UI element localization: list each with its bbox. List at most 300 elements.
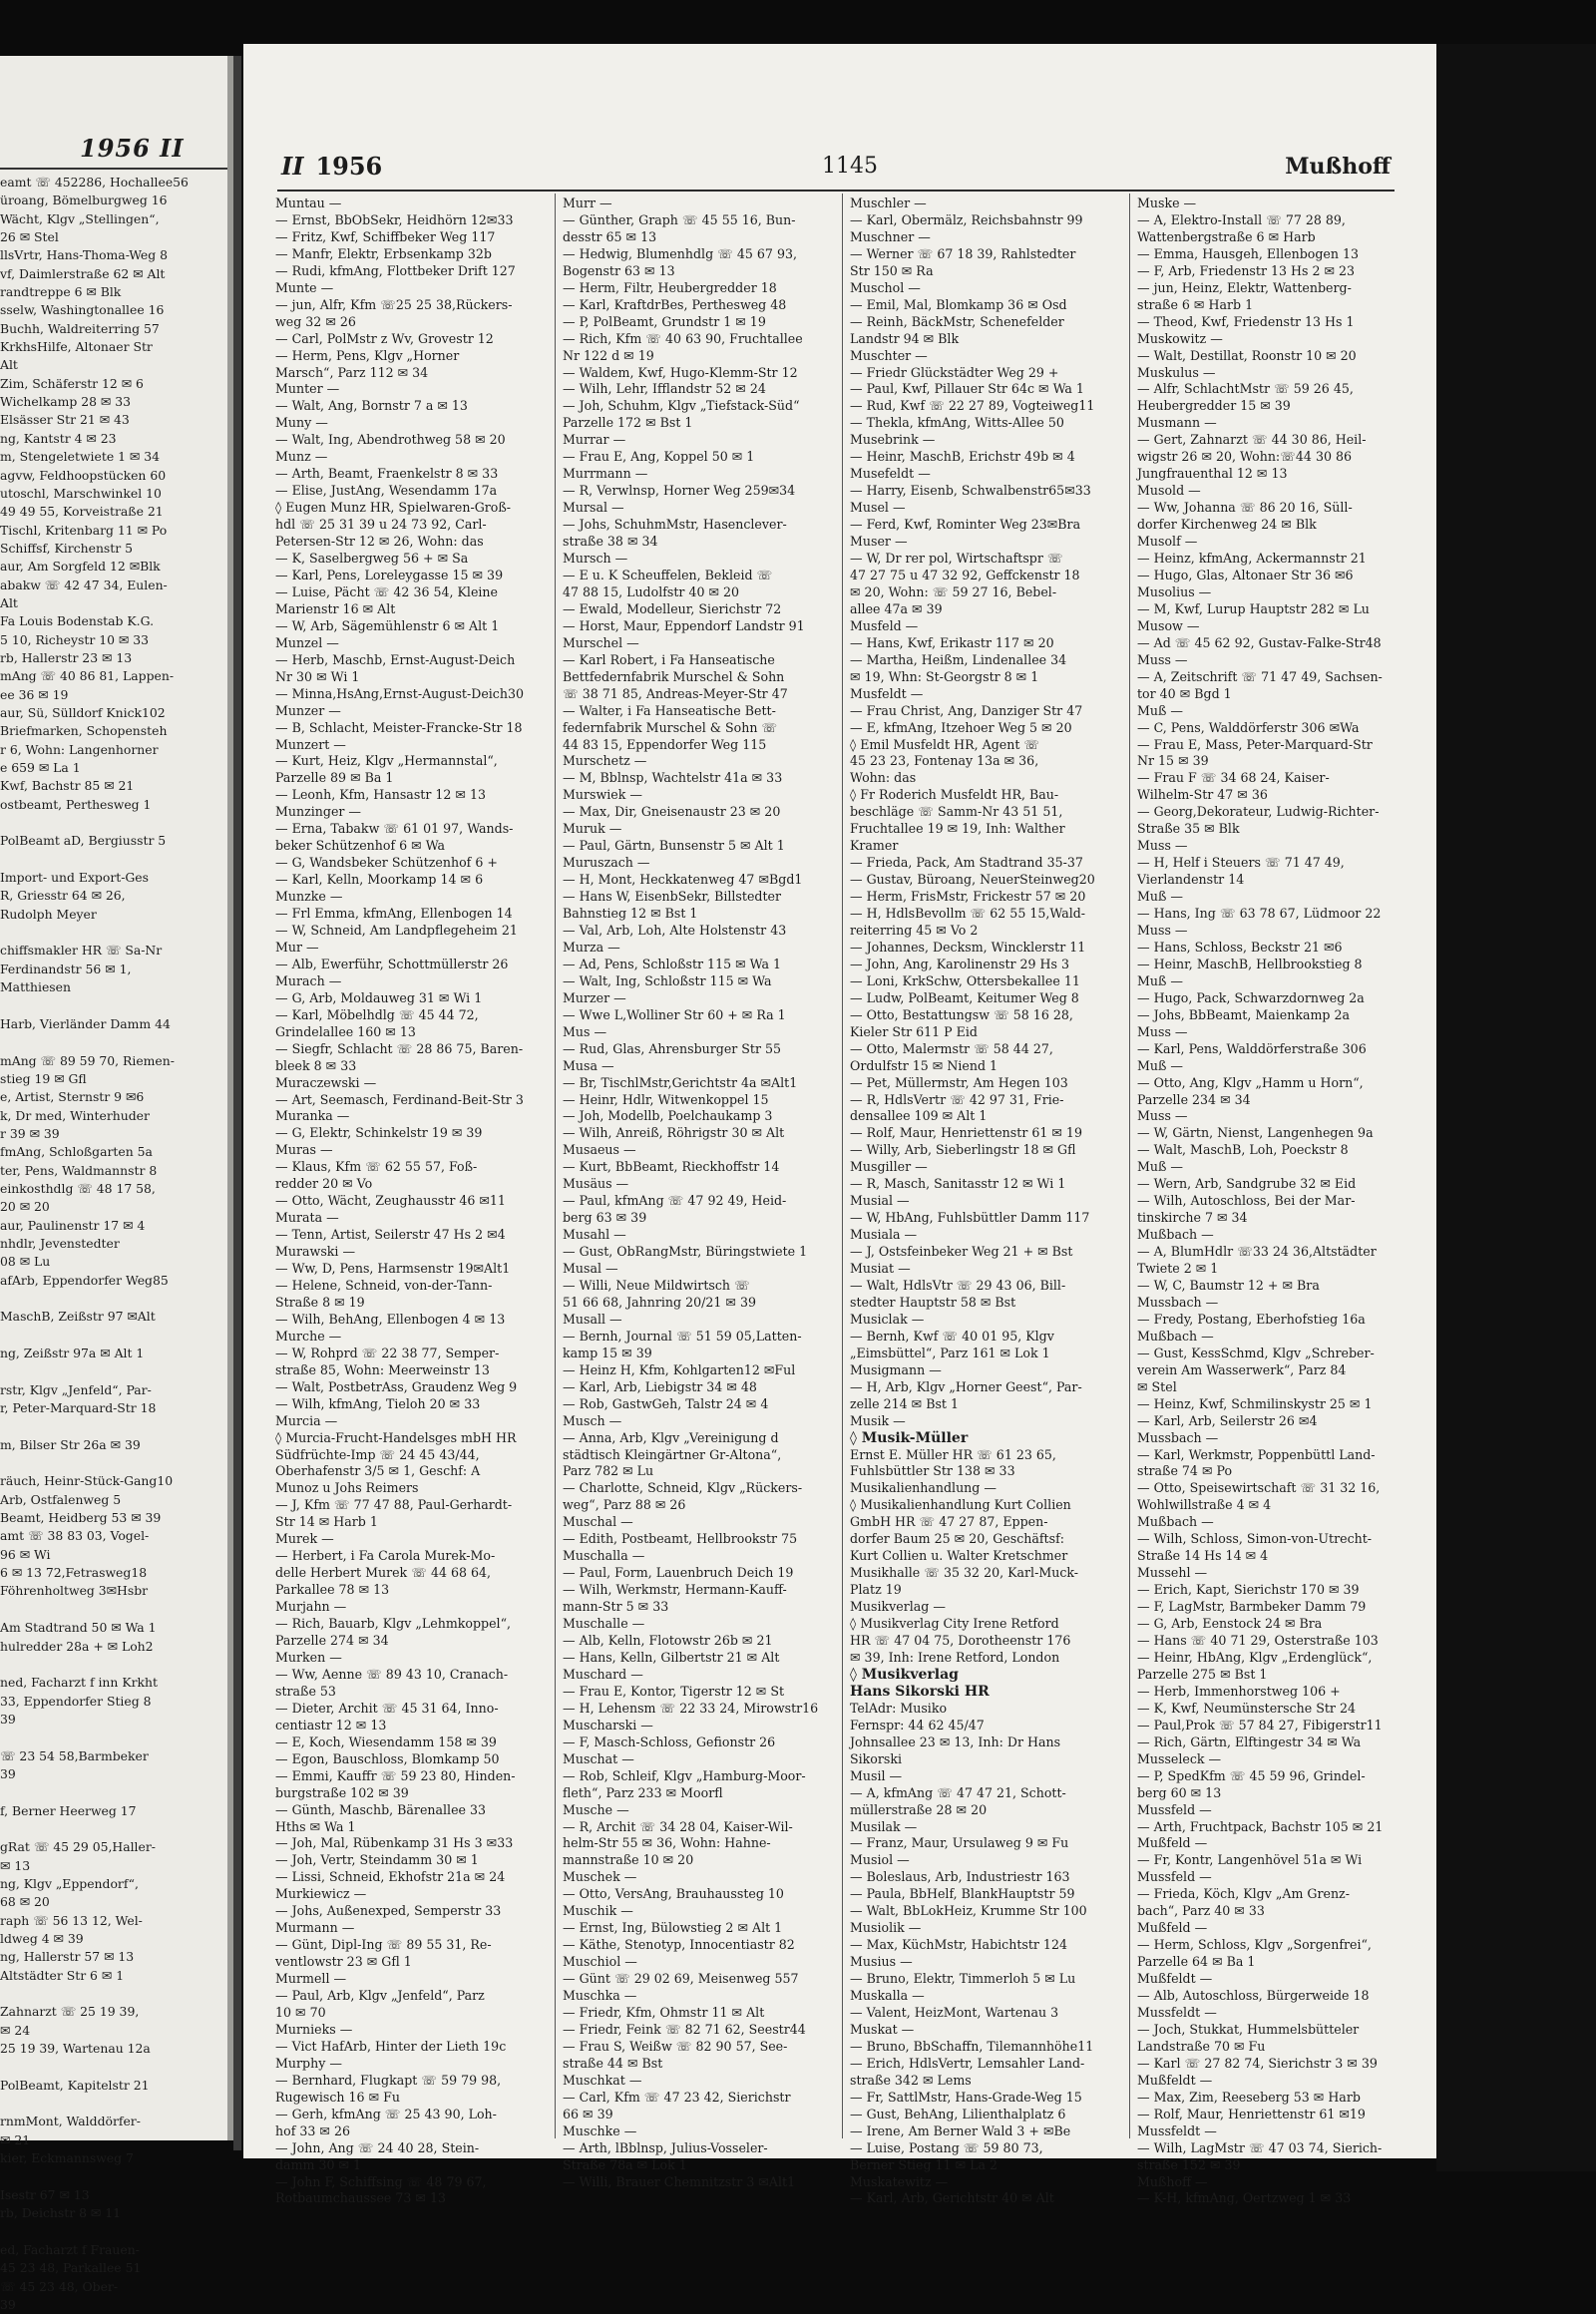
- directory-entry-line: — Karl Robert, i Fa Hanseatische: [563, 651, 775, 667]
- left-page-line: 5 10, Richeystr 10 ✉ 33: [0, 631, 150, 647]
- directory-entry-line: — Otto, Speisewirtschaft ☏ 31 32 16,: [1137, 1480, 1381, 1496]
- directory-entry-line: Musäus —: [563, 1176, 629, 1192]
- directory-entry-line: ◊ Murcia-Frucht-Handelsges mbH HR: [275, 1429, 517, 1445]
- directory-entry-line: — Herbert, i Fa Carola Murek-Mo-: [275, 1548, 496, 1564]
- directory-entry-line: — W, Rohprd ☏ 22 38 77, Semper-: [275, 1345, 500, 1360]
- directory-entry-line: — Käthe, Stenotyp, Innocentiastr 82: [563, 1937, 795, 1953]
- directory-entry-line: Musiol —: [850, 1852, 910, 1868]
- directory-entry-line: Mursal —: [563, 500, 624, 516]
- left-page-line: 6 ✉ 13 72,Fetrasweg18: [0, 1565, 148, 1581]
- directory-entry-line: — Günt ☏ 29 02 69, Meisenweg 557: [563, 1971, 799, 1987]
- directory-entry-line: — Herb, Immenhorstweg 106 +: [1137, 1683, 1341, 1699]
- directory-entry-line: — Tenn, Artist, Seilerstr 47 Hs 2 ✉4: [275, 1227, 506, 1243]
- directory-entry-line: Musahl —: [563, 1227, 626, 1243]
- directory-entry-line: Muntau —: [275, 195, 342, 210]
- directory-entry-line: — Bernhard, Flugkapt ☏ 59 79 98,: [275, 2072, 502, 2088]
- directory-entry-line: Murek —: [275, 1531, 334, 1547]
- directory-entry-line: Muras —: [275, 1142, 333, 1158]
- directory-entry-line: — Karl ☏ 27 82 74, Sierichstr 3 ✉ 39: [1137, 2055, 1378, 2071]
- directory-entry-line: ◊ Musik-Müller: [850, 1429, 969, 1446]
- directory-entry-line: — Walt, Ang, Bornstr 7 a ✉ 13: [275, 398, 468, 414]
- left-page-line: Föhrenholtweg 3✉Hsbr: [0, 1583, 149, 1599]
- left-page-line: amt ☏ 38 83 03, Vogel-: [0, 1528, 150, 1544]
- left-page-line: Altstädter Str 6 ✉ 1: [0, 1967, 125, 1983]
- directory-entry-line: Munoz u Johs Reimers: [275, 1480, 419, 1496]
- directory-entry-line: — Frau F ☏ 34 68 24, Kaiser-: [1137, 770, 1330, 786]
- directory-entry-line: Murr —: [563, 195, 612, 210]
- directory-entry-line: — Klaus, Kfm ☏ 62 55 57, Foß-: [275, 1159, 478, 1175]
- directory-entry-line: Munte —: [275, 279, 334, 295]
- directory-entry-line: Muschler —: [850, 195, 927, 210]
- header-numeral: II: [281, 152, 304, 181]
- directory-entry-line: — K-H, kfmAng, Oertzweg 1 ✉ 33: [1137, 2190, 1352, 2206]
- directory-entry-line: straße 342 ✉ Lems: [850, 2072, 972, 2088]
- left-page-line: [0, 1417, 219, 1435]
- directory-entry-line: — Otto, Bestattungsw ☏ 58 16 28,: [850, 1006, 1073, 1022]
- directory-entry-line: — Hans, Ing ☏ 63 78 67, Lüdmoor 22: [1137, 906, 1382, 922]
- directory-entry-line: — Emma, Hausgeh, Ellenbogen 13: [1137, 245, 1359, 261]
- left-page-line: [0, 1454, 219, 1472]
- directory-entry-line: Muskowitz —: [1137, 330, 1223, 346]
- directory-entry-line: Straße 8 ✉ 19: [275, 1294, 365, 1310]
- left-page-line: MaschB, Zeißstr 97 ✉Alt: [0, 1309, 156, 1325]
- directory-entry-line: Bogenstr 63 ✉ 13: [563, 262, 675, 278]
- left-page-line: [0, 1729, 219, 1746]
- directory-entry-line: Marienstr 16 ✉ Alt: [275, 600, 396, 616]
- directory-entry-line: ◊ Musikverlag City Irene Retford: [850, 1616, 1059, 1632]
- directory-entry-line: Munzinger —: [275, 804, 362, 820]
- directory-entry-line: densallee 109 ✉ Alt 1: [850, 1108, 988, 1124]
- directory-entry-line: Musik —: [850, 1412, 906, 1428]
- directory-entry-line: — Walt, Destillat, Roonstr 10 ✉ 20: [1137, 347, 1357, 363]
- directory-entry-line: — jun, Alfr, Kfm ☏25 25 38,Rückers-: [275, 296, 513, 312]
- left-page-line: ✉ 13: [0, 1857, 31, 1873]
- directory-entry-line: — W, Arb, Sägemühlenstr 6 ✉ Alt 1: [275, 617, 500, 633]
- left-page-line: Elsässer Str 21 ✉ 43: [0, 412, 130, 428]
- directory-entry-line: Mussfeld —: [1137, 1869, 1212, 1885]
- directory-entry-line: Südfrüchte-Imp ☏ 24 45 43/44,: [275, 1446, 480, 1462]
- left-page-line: [0, 814, 219, 832]
- directory-entry-line: Muß —: [1137, 1159, 1184, 1175]
- directory-entry-line: — Wern, Arb, Sandgrube 32 ✉ Eid: [1137, 1176, 1357, 1192]
- directory-entry-line: — Karl, Arb, Seilerstr 26 ✉4: [1137, 1412, 1318, 1428]
- directory-entry-line: — Otto, Ang, Klgv „Hamm u Horn“,: [1137, 1074, 1364, 1090]
- directory-entry-line: beschläge ☏ Samm-Nr 43 51 51,: [850, 804, 1063, 820]
- directory-entry-line: — Heinr, Hdlr, Witwenkoppel 15: [563, 1091, 769, 1107]
- left-page-line: kier, Eckmannsweg 7: [0, 2150, 134, 2166]
- left-page-line: ee 36 ✉ 19: [0, 686, 69, 702]
- directory-column-2: [563, 195, 836, 2189]
- directory-entry-line: ✉ 39, Inh: Irene Retford, London: [850, 1649, 1060, 1665]
- directory-entry-line: Vierlandenstr 14: [1137, 872, 1245, 888]
- directory-entry-line: Fruchtallee 19 ✉ 19, Inh: Walther: [850, 821, 1065, 837]
- directory-entry-line: Wohn: das: [850, 770, 917, 786]
- left-page-line: [0, 1327, 219, 1345]
- directory-entry-line: — Herm, Schloss, Klgv „Sorgenfrei“,: [1137, 1937, 1372, 1953]
- directory-entry-line: ◊ Musikverlag: [850, 1666, 959, 1683]
- directory-entry-line: — Alb, Ewerführ, Schottmüllerstr 26: [275, 956, 509, 971]
- directory-entry-line: straße 85, Wohn: Meerweinstr 13: [275, 1361, 490, 1377]
- directory-entry-line: ✉ Stel: [1137, 1378, 1177, 1394]
- directory-entry-line: — Frau E, Kontor, Tigerstr 12 ✉ St: [563, 1683, 785, 1699]
- directory-entry-line: — Willi, Brauer Chemnitzstr 3 ✉Alt1: [563, 2173, 796, 2189]
- header-rule: [277, 190, 1395, 192]
- directory-entry-line: centiastr 12 ✉ 13: [275, 1717, 387, 1733]
- left-page-line: [0, 2223, 219, 2241]
- left-page-line: aur, Sü, Sülldorf Knick102: [0, 704, 166, 720]
- directory-entry-line: Musfeld —: [850, 617, 919, 633]
- directory-entry-line: — H, Lehensm ☏ 22 33 24, Mirowstr16: [563, 1700, 819, 1716]
- directory-entry-line: Mußfeld —: [1137, 1920, 1208, 1936]
- directory-entry-line: — Karl, Arb, Liebigstr 34 ✉ 48: [563, 1378, 757, 1394]
- directory-entry-line: — Hugo, Glas, Altonaer Str 36 ✉6: [1137, 567, 1354, 582]
- left-page-line: ☏ 45 23 48, Ober-: [0, 2278, 119, 2294]
- directory-entry-line: — Thekla, kfmAng, Witts-Allee 50: [850, 415, 1064, 431]
- directory-entry-line: — Karl, Kelln, Moorkamp 14 ✉ 6: [275, 872, 484, 888]
- directory-entry-line: — Joh, Mal, Rübenkamp 31 Hs 3 ✉33: [275, 1835, 514, 1851]
- left-page-line: 39: [0, 1711, 16, 1727]
- directory-entry-line: Murata —: [275, 1210, 339, 1226]
- directory-entry-line: — Rich, Gärtn, Elftingestr 34 ✉ Wa: [1137, 1734, 1362, 1749]
- directory-entry-line: — Wilh, BehAng, Ellenbogen 4 ✉ 13: [275, 1311, 506, 1327]
- directory-entry-line: — E u. K Scheuffelen, Bekleid ☏: [563, 567, 773, 582]
- left-page-line: Zahnarzt ☏ 25 19 39,: [0, 2004, 140, 2020]
- directory-entry-line: Muny —: [275, 415, 328, 431]
- directory-entry-line: Murmell —: [275, 1971, 347, 1987]
- directory-entry-line: Wilhelm-Str 47 ✉ 36: [1137, 787, 1268, 803]
- directory-entry-line: Munzel —: [275, 634, 339, 650]
- directory-column-3: [850, 195, 1123, 2206]
- directory-entry-line: — Wilh, Werkmstr, Hermann-Kauff-: [563, 1582, 787, 1598]
- directory-entry-line: 45 23 23, Fontenay 13a ✉ 36,: [850, 753, 1039, 769]
- directory-entry-line: — Wilh, LagMstr ☏ 47 03 74, Sierich-: [1137, 2139, 1383, 2155]
- directory-entry-line: — W, C, Baumstr 12 + ✉ Bra: [1137, 1278, 1320, 1293]
- directory-entry-line: — Charlotte, Schneid, Klgv „Rückers-: [563, 1480, 803, 1496]
- directory-entry-line: desstr 65 ✉ 13: [563, 228, 657, 244]
- directory-entry-line: Muß —: [1137, 972, 1184, 988]
- directory-entry-line: — Johannes, Decksm, Wincklerstr 11: [850, 939, 1086, 955]
- directory-entry-line: Parkallee 78 ✉ 13: [275, 1582, 390, 1598]
- directory-entry-line: Muschal —: [563, 1514, 633, 1530]
- directory-entry-line: — Br, TischlMstr,Gerichtstr 4a ✉Alt1: [563, 1074, 798, 1090]
- directory-entry-line: — Heinz H, Kfm, Kohlgarten12 ✉Ful: [563, 1361, 796, 1377]
- directory-entry-line: — Karl, Pens, Loreleygasse 15 ✉ 39: [275, 567, 504, 582]
- directory-entry-line: — Ernst, BbObSekr, Heidhörn 12✉33: [275, 211, 514, 227]
- directory-entry-line: Murche —: [275, 1328, 342, 1344]
- directory-entry-line: — Frau E, Mass, Peter-Marquard-Str: [1137, 736, 1373, 752]
- directory-entry-line: Hans Sikorski HR: [850, 1683, 990, 1700]
- directory-entry-line: — Friedr Glückstädter Weg 29 +: [850, 364, 1059, 380]
- left-page-line: [0, 1362, 219, 1380]
- left-page-line: nhdlr, Jevenstedter: [0, 1235, 120, 1251]
- directory-entry-line: federnfabrik Murschel & Sohn ☏: [563, 719, 778, 735]
- directory-entry-line: Murza —: [563, 939, 620, 955]
- directory-entry-line: — Kurt, Heiz, Klgv „Hermannstal“,: [275, 753, 498, 769]
- left-page-lines: [0, 174, 219, 2314]
- directory-entry-line: fleth“, Parz 233 ✉ Moorfl: [563, 1784, 723, 1800]
- left-page-line: ng, Kantstr 4 ✉ 23: [0, 430, 117, 446]
- directory-entry-line: straße 38 ✉ 34: [563, 534, 658, 550]
- directory-entry-line: Murswiek —: [563, 787, 642, 803]
- directory-entry-line: Murphy —: [275, 2055, 342, 2071]
- directory-entry-line: — Fr, SattlMstr, Hans-Grade-Weg 15: [850, 2089, 1082, 2105]
- running-head: Mußhoff: [1285, 154, 1391, 180]
- directory-entry-line: — E, kfmAng, Itzehoer Weg 5 ✉ 20: [850, 719, 1072, 735]
- directory-entry-line: — W, Schneid, Am Landpflegeheim 21: [275, 922, 518, 938]
- directory-entry-line: — Horst, Maur, Eppendorf Landstr 91: [563, 617, 805, 633]
- directory-entry-line: Musal —: [563, 1261, 618, 1277]
- left-page-line: hulredder 28a + ✉ Loh2: [0, 1638, 154, 1654]
- directory-entry-line: — Gust, ObRangMstr, Büringstwiete 1: [563, 1244, 808, 1260]
- directory-entry-line: — Ad, Pens, Schloßstr 115 ✉ Wa 1: [563, 956, 782, 971]
- directory-entry-line: Mußfeldt —: [1137, 1971, 1213, 1987]
- directory-entry-line: Muschner —: [850, 228, 931, 244]
- directory-entry-line: — Heinr, HbAng, Klgv „Erdenglück“,: [1137, 1649, 1373, 1665]
- directory-entry-line: Mußbach —: [1137, 1227, 1214, 1243]
- left-page-line: [0, 1985, 219, 2003]
- directory-entry-line: Nr 122 d ✉ 19: [563, 347, 654, 363]
- directory-entry-line: — Carl, Kfm ☏ 47 23 42, Sierichstr: [563, 2089, 791, 2105]
- directory-entry-line: — Fritz, Kwf, Schiffbeker Weg 117: [275, 228, 496, 244]
- left-page-line: Fa Louis Bodenstab K.G.: [0, 613, 155, 629]
- left-page-line: 96 ✉ Wi: [0, 1546, 51, 1562]
- directory-entry-line: Johnsallee 23 ✉ 13, Inh: Dr Hans: [850, 1734, 1061, 1749]
- left-page-line: Schiffsf, Kirchenstr 5: [0, 540, 134, 556]
- directory-entry-line: Musel —: [850, 500, 906, 516]
- directory-entry-line: — W, HbAng, Fuhlsbüttler Damm 117: [850, 1210, 1090, 1226]
- page-header: [243, 152, 1436, 192]
- left-page-line: aur, Paulinenstr 17 ✉ 4: [0, 1217, 146, 1233]
- directory-entry-line: — Rudi, kfmAng, Flottbeker Drift 127: [275, 262, 516, 278]
- directory-entry-line: — Heinr, MaschB, Erichstr 49b ✉ 4: [850, 449, 1075, 465]
- left-header-rule: [0, 168, 227, 170]
- left-page-line: sselw, Washingtonallee 16: [0, 302, 165, 318]
- directory-entry-line: Muschiol —: [563, 1954, 637, 1970]
- directory-entry-line: — Rud, Kwf ☏ 22 27 89, Vogteiweg11: [850, 398, 1095, 414]
- directory-entry-line: — Walt, HdlsVtr ☏ 29 43 06, Bill-: [850, 1278, 1066, 1293]
- directory-entry-line: — Emmi, Kauffr ☏ 59 23 80, Hinden-: [275, 1767, 516, 1783]
- directory-entry-line: Murach —: [275, 972, 342, 988]
- directory-entry-line: berg 60 ✉ 13: [1137, 1784, 1222, 1800]
- left-page-line: stieg 19 ✉ Gfl: [0, 1070, 87, 1086]
- directory-entry-line: — Friedr, Kfm, Ohmstr 11 ✉ Alt: [563, 2004, 765, 2020]
- directory-entry-line: delle Herbert Murek ☏ 44 68 64,: [275, 1565, 492, 1581]
- directory-entry-line: — K, Saselbergweg 56 + ✉ Sa: [275, 551, 469, 567]
- left-page-line: [0, 2167, 219, 2185]
- directory-entry-line: — Günther, Graph ☏ 45 55 16, Bun-: [563, 211, 796, 227]
- directory-entry-line: — Otto, Wächt, Zeughausstr 46 ✉11: [275, 1193, 506, 1209]
- directory-entry-line: Muschke —: [563, 2122, 637, 2138]
- directory-entry-line: Murzer —: [563, 989, 626, 1005]
- directory-entry-line: Mußhoff —: [1137, 2173, 1208, 2189]
- left-page-line: r 6, Wohn: Langenhorner: [0, 741, 159, 757]
- directory-entry-line: Muruk —: [563, 821, 622, 837]
- directory-entry-line: — Erna, Tabakw ☏ 61 01 97, Wands-: [275, 821, 514, 837]
- directory-entry-line: — Elise, JustAng, Wesendamm 17a: [275, 483, 498, 499]
- directory-entry-line: — Herm, FrisMstr, Frickestr 57 ✉ 20: [850, 889, 1086, 905]
- directory-entry-line: hof 33 ✉ 26: [275, 2122, 350, 2138]
- directory-entry-line: Muschka —: [563, 1988, 637, 2004]
- directory-entry-line: Musch —: [563, 1412, 622, 1428]
- left-page-line: Zim, Schäferstr 12 ✉ 6: [0, 375, 144, 391]
- directory-entry-line: Murawski —: [275, 1244, 356, 1260]
- directory-entry-line: ✉ 19, Whn: St-Georgstr 8 ✉ 1: [850, 668, 1039, 684]
- directory-entry-line: — Johs, BbBeamt, Maienkamp 2a: [1137, 1006, 1351, 1022]
- directory-entry-line: redder 20 ✉ Vo: [275, 1176, 373, 1192]
- directory-entry-line: — Gustav, Büroang, NeuerSteinweg20: [850, 872, 1095, 888]
- directory-entry-line: Musaeus —: [563, 1142, 636, 1158]
- left-page-fragment: [0, 56, 233, 2312]
- directory-entry-line: — John, Ang, Karolinenstr 29 Hs 3: [850, 956, 1070, 971]
- left-page-line: PolBeamt, Kapitelstr 21: [0, 2077, 150, 2093]
- directory-entry-line: — Wilh, kfmAng, Tieloh 20 ✉ 33: [275, 1395, 481, 1411]
- directory-entry-line: — J, Kfm ☏ 77 47 88, Paul-Gerhardt-: [275, 1497, 513, 1513]
- directory-entry-line: wigstr 26 ✉ 20, Wohn:☏44 30 86: [1137, 449, 1352, 465]
- directory-entry-line: Murkiewicz —: [275, 1886, 367, 1902]
- directory-entry-line: — J, Ostsfeinbeker Weg 21 + ✉ Bst: [850, 1244, 1073, 1260]
- left-page-line: rstr, Klgv „Jenfeld“, Par-: [0, 1381, 152, 1397]
- directory-entry-line: straße 6 ✉ Harb 1: [1137, 296, 1254, 312]
- directory-entry-line: — Hugo, Pack, Schwarzdornweg 2a: [1137, 989, 1365, 1005]
- directory-entry-line: — Helene, Schneid, von-der-Tann-: [275, 1278, 493, 1293]
- directory-entry-line: — Vict HafArb, Hinter der Lieth 19c: [275, 2038, 507, 2054]
- directory-entry-line: — Johs, SchuhmMstr, Hasenclever-: [563, 517, 787, 533]
- directory-entry-line: — Frau E, Ang, Koppel 50 ✉ 1: [563, 449, 755, 465]
- directory-entry-line: Bahnstieg 12 ✉ Bst 1: [563, 906, 698, 922]
- directory-entry-line: dorfer Kirchenweg 24 ✉ Blk: [1137, 517, 1317, 533]
- directory-entry-line: — A, Elektro-Install ☏ 77 28 89,: [1137, 211, 1346, 227]
- directory-entry-line: — R, Archit ☏ 34 28 04, Kaiser-Wil-: [563, 1818, 793, 1834]
- directory-entry-line: — Harry, Eisenb, Schwalbenstr65✉33: [850, 483, 1091, 499]
- directory-entry-line: — Heinz, Kwf, Schmilinskystr 25 ✉ 1: [1137, 1395, 1373, 1411]
- directory-entry-line: — P, PolBeamt, Grundstr 1 ✉ 19: [563, 313, 766, 329]
- directory-entry-line: Muß —: [1137, 702, 1184, 718]
- directory-entry-line: Mußbach —: [1137, 1328, 1214, 1344]
- directory-entry-line: — Edith, Postbeamt, Hellbrookstr 75: [563, 1531, 798, 1547]
- directory-entry-line: Munter —: [275, 381, 340, 397]
- directory-entry-line: — Willy, Arb, Sieberlingstr 18 ✉ Gfl: [850, 1142, 1076, 1158]
- directory-entry-line: — Anna, Arb, Klgv „Vereinigung d: [563, 1429, 779, 1445]
- directory-entry-line: — Manfr, Elektr, Erbsenkamp 32b: [275, 245, 492, 261]
- directory-entry-line: — John, Ang ☏ 24 40 28, Stein-: [275, 2139, 480, 2155]
- directory-entry-line: Muß —: [1137, 1057, 1184, 1073]
- directory-entry-line: — Bruno, Elektr, Timmerloh 5 ✉ Lu: [850, 1971, 1076, 1987]
- directory-entry-line: — Gerh, kfmAng ☏ 25 43 90, Loh-: [275, 2106, 497, 2121]
- directory-entry-line: — Fredy, Postang, Eberhofstieg 16a: [1137, 1311, 1366, 1327]
- directory-entry-line: — Irene, Am Berner Wald 3 + ✉Be: [850, 2122, 1071, 2138]
- scan-background: [1436, 44, 1596, 2171]
- directory-entry-line: — Wwe L,Wolliner Str 60 + ✉ Ra 1: [563, 1006, 786, 1022]
- directory-entry-line: Rotbaumchaussee 73 ✉ 13: [275, 2190, 446, 2206]
- directory-entry-line: Musall —: [563, 1311, 622, 1327]
- directory-entry-line: — Karl, Obermälz, Reichsbahnstr 99: [850, 211, 1083, 227]
- directory-entry-line: — Willi, Neue Mildwirtsch ☏: [563, 1278, 750, 1293]
- left-page-line: [0, 1656, 219, 1674]
- directory-entry-line: Str 150 ✉ Ra: [850, 262, 934, 278]
- directory-entry-line: Mussfeldt —: [1137, 2122, 1217, 2138]
- directory-entry-line: Mussfeld —: [1137, 1801, 1212, 1817]
- directory-entry-line: Mur —: [275, 939, 319, 955]
- left-page-line: m, Stengeletwiete 1 ✉ 34: [0, 449, 161, 465]
- directory-entry-line: — Max, KüchMstr, Habichtstr 124: [850, 1937, 1067, 1953]
- left-page-line: utoschl, Marschwinkel 10: [0, 485, 162, 501]
- directory-entry-line: — Gust, KessSchmd, Klgv „Schreber-: [1137, 1345, 1375, 1360]
- directory-entry-line: — Paul, kfmAng ☏ 47 92 49, Heid-: [563, 1193, 787, 1209]
- directory-entry-line: Bettfedernfabrik Murschel & Sohn: [563, 668, 785, 684]
- directory-entry-line: — Otto, Malermstr ☏ 58 44 27,: [850, 1040, 1053, 1056]
- directory-entry-line: Musial —: [850, 1193, 910, 1209]
- directory-entry-line: Muschkat —: [563, 2072, 642, 2088]
- directory-entry-line: — Rolf, Maur, Henriettenstr 61 ✉19: [1137, 2106, 1366, 2121]
- left-page-line: Isestr 67 ✉ 13: [0, 2186, 90, 2202]
- directory-entry-line: Oberhafenstr 3/5 ✉ 1, Geschf: A: [275, 1463, 481, 1479]
- left-page-line: Tischl, Kritenbarg 11 ✉ Po: [0, 522, 168, 538]
- directory-entry-line: 66 ✉ 39: [563, 2106, 613, 2121]
- directory-entry-line: — G, Arb, Moldauweg 31 ✉ Wi 1: [275, 989, 483, 1005]
- directory-entry-line: Mussehl —: [1137, 1565, 1208, 1581]
- left-page-line: 39: [0, 2296, 16, 2312]
- left-page-line: ter, Pens, Waldmannstr 8: [0, 1162, 158, 1178]
- directory-entry-line: — Alfr, SchlachtMstr ☏ 59 26 45,: [1137, 381, 1354, 397]
- left-page-line: Wächt, Klgv „Stellingen“,: [0, 210, 160, 226]
- directory-entry-line: Murjahn —: [275, 1599, 347, 1615]
- left-page-line: Am Stadtrand 50 ✉ Wa 1: [0, 1620, 157, 1636]
- directory-entry-line: Landstraße 70 ✉ Fu: [1137, 2038, 1266, 2054]
- directory-entry-line: Muser —: [850, 534, 908, 550]
- directory-entry-line: Musigmann —: [850, 1361, 942, 1377]
- directory-entry-line: — Rich, Kfm ☏ 40 63 90, Fruchtallee: [563, 330, 803, 346]
- left-page-line: [0, 1820, 219, 1838]
- directory-entry-line: — Paul, Gärtn, Bunsenstr 5 ✉ Alt 1: [563, 838, 785, 854]
- directory-entry-line: burgstraße 102 ✉ 39: [275, 1784, 409, 1800]
- directory-entry-line: — Bernh, Journal ☏ 51 59 05,Latten-: [563, 1328, 802, 1344]
- directory-entry-line: — Erich, Kapt, Sierichstr 170 ✉ 39: [1137, 1582, 1360, 1598]
- directory-entry-line: — Bruno, BbSchaffn, Tilemannhöhe11: [850, 2038, 1094, 2054]
- directory-entry-line: — Rob, Schleif, Klgv „Hamburg-Moor-: [563, 1767, 806, 1783]
- directory-entry-line: — Alb, Autoschloss, Bürgerweide 18: [1137, 1988, 1370, 2004]
- directory-entry-line: — Walt, MaschB, Loh, Poeckstr 8: [1137, 1142, 1349, 1158]
- directory-entry-line: städtisch Kleingärtner Gr-Altona“,: [563, 1446, 782, 1462]
- directory-entry-line: 10 ✉ 70: [275, 2004, 326, 2020]
- directory-entry-line: — Paul, Kwf, Pillauer Str 64c ✉ Wa 1: [850, 381, 1084, 397]
- directory-entry-line: — Arth, Fruchtpack, Bachstr 105 ✉ 21: [1137, 1818, 1384, 1834]
- directory-entry-line: — Hans, Kwf, Erikastr 117 ✉ 20: [850, 634, 1054, 650]
- left-page-line: 08 ✉ Lu: [0, 1254, 51, 1270]
- directory-entry-line: Muskalla —: [850, 1988, 925, 2004]
- directory-entry-line: — Arth, Beamt, Fraenkelstr 8 ✉ 33: [275, 466, 499, 482]
- left-page-line: R, Griesstr 64 ✉ 26,: [0, 888, 126, 904]
- directory-entry-line: TelAdr: Musiko: [850, 1700, 948, 1716]
- directory-entry-line: — Hans W, EisenbSekr, Billstedter: [563, 889, 781, 905]
- directory-entry-line: stedter Hauptstr 58 ✉ Bst: [850, 1294, 1016, 1310]
- directory-entry-line: — Günt, Dipl-Ing ☏ 89 55 31, Re-: [275, 1937, 492, 1953]
- left-page-line: 45 23 48, Parkallee 51: [0, 2260, 142, 2276]
- directory-entry-line: — B, Schlacht, Meister-Francke-Str 18: [275, 719, 523, 735]
- directory-entry-line: weg“, Parz 88 ✉ 26: [563, 1497, 686, 1513]
- directory-entry-line: Muschalla —: [563, 1548, 645, 1564]
- directory-entry-line: reiterring 45 ✉ Vo 2: [850, 922, 979, 938]
- directory-entry-line: — K, Kwf, Neumünstersche Str 24: [1137, 1700, 1356, 1716]
- left-page-line: ng, Zeißstr 97a ✉ Alt 1: [0, 1346, 145, 1360]
- directory-entry-line: helm-Str 55 ✉ 36, Wohn: Hahne-: [563, 1835, 771, 1851]
- left-page-line: 26 ✉ Stel: [0, 229, 59, 245]
- left-page-line: ✉ 24: [0, 2022, 31, 2038]
- directory-entry-line: — Werner ☏ 67 18 39, Rahlstedter: [850, 245, 1076, 261]
- left-page-line: agvw, Feldhoopstücken 60: [0, 467, 167, 483]
- left-page-line: e 659 ✉ La 1: [0, 760, 81, 775]
- left-page-line: [0, 924, 219, 942]
- directory-entry-line: — Gust, BehAng, Lilienthalplatz 6: [850, 2106, 1066, 2121]
